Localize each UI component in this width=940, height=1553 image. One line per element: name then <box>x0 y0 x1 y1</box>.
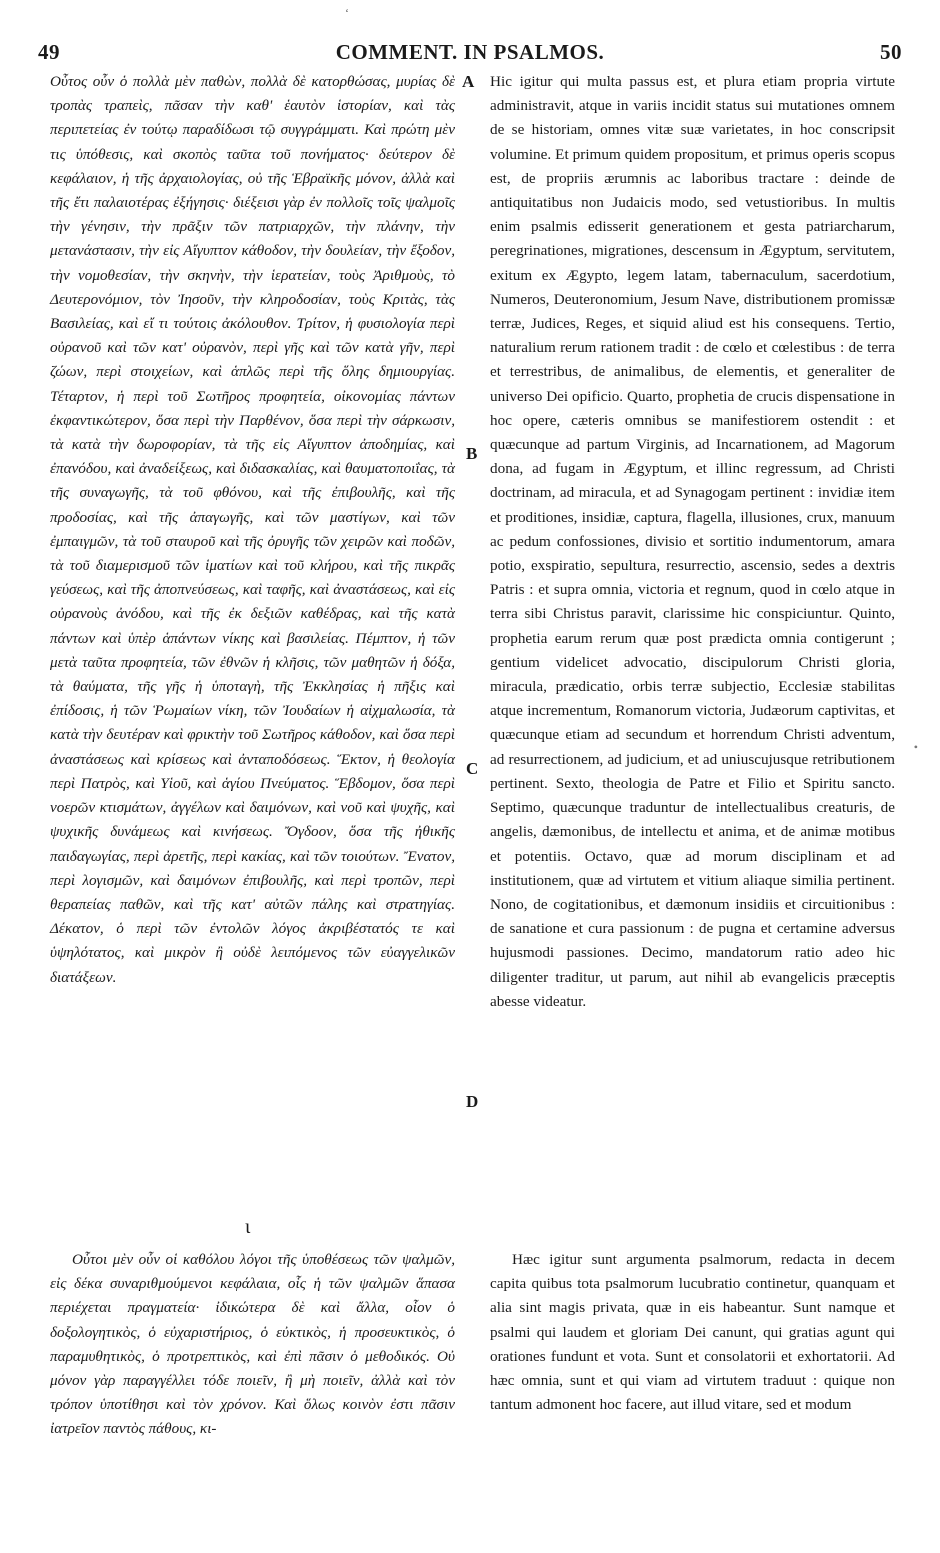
latin-column <box>490 70 895 1014</box>
greek-paragraph-2: Οὗτοι μὲν οὖν οἱ καθόλου λόγοι τῆς ὑποθέσεως τῶν ψαλμῶν, εἰς δέκα συναριθμούμενοι κεφάλαια, οἷς ἡ τῶν ψαλμῶν ἅπασα περιέχεται πραγματεία· ἰδικώτερα δὲ καὶ ἄλλα, οἷον ὁ δοξολογητικὸς, ὁ εὐχαριστήριος, ὁ εὐκτικὸς, ἡ προσευκτικὸς, ὁ παραμυθητικὸς, ὁ προτρεπτικὸς, καὶ ἐπὶ πᾶσιν ὁ μεθοδικός. Οὐ μόνον γὰρ παραγγέλλει τόδε ποιεῖν, ἢ μὴ ποιεῖν, ἀλλὰ καὶ τὸν τρόπον ὑποτίθησι καὶ τὸν χρόνον. Καὶ ὅλως κοινὸν ἐστι πᾶσιν ἰατρεῖον παντὸς πάθους, κι- <box>50 1251 455 1438</box>
section-marker-b: B <box>466 444 478 463</box>
section-marker-c: C <box>466 759 479 778</box>
section-marker-d: D <box>466 1092 479 1111</box>
greek-column <box>50 70 455 990</box>
page-number-right: 50 <box>880 40 902 64</box>
top-mark: ‘ <box>345 6 349 20</box>
section-marker-a: A <box>462 72 475 91</box>
running-header <box>38 40 902 72</box>
latin-paragraph-1: Hic igitur qui multa passus est, et plura etiam propria virtute administravit, atque in variis incidit status sui mutationes omnem de se historiam, omnes vitæ suæ varietates, in hoc conscripsit volumine. Et primum quidem propositum, et primus operis scopus est, de propriis ærumnis ac laboribus tractare : deinde de antiquitatibus non Judaicis modo, sed vetustioribus. In multis enim psalmis edisserit generationem et gesta patriarcharum, peregrinationes, migrationes, descensum in Ægyptum, servitutem, exitum ex Ægypto, legem latam, tabernaculum, sacerdotium, Numeros, Deuteronomium, Jesum Nave, distributionem promissæ terræ, Judices, Reges, et siquid aliud est his consequens. Tertio, naturalium rerum rationem tradit : de cœlo et cœlestibus : de terra et terrestribus, de animalibus, de elementis, et generaliter de universo Dei opificio. Quarto, prophetia de crucis dispensatione in hoc opere, cæteris omnibus se manifestiorem ostendit : et quæcunque ad partum Virginis, ad Incarnationem, ad Magorum dona, ad fugam in Ægyptum, et illinc regressum, ad Christi doctrinam, ad miracula, et ad Synagogam pertinent : invidiæ item et proditiones, insidiæ, captura, flagella, illusiones, crux, manuum ac pedum confossiones, divisio et sortitio indumentorum, amara potio, exspiratio, sepultura, resurrectio, ascensio, sedes a dextris Patris : et supra omnia, victoria et regnum, quod in cœlo atque in terra sibi Christus paravit, clarissime hic conspiciuntur. Quinto, prophetia earum rerum quæ post prædicta omnia contigerunt ; gentium videlicet advocatio, discipulorum Christi gloria, miracula, prædicatio, orbis terræ subjectio, Ecclesiæ stabilitas atque incrementum, Romanorum victoria, Judæorum captivitas, et quæcunque etiam ad secundum et horrendum Christi adventum, ad resurrectionem, ad judicium, et ad uniuscujusque retributionem pertinent. Sexto, theologia de Patre et Filio et Spiritu sancto. Septimo, quæcunque traduntur de intellectualibus creaturis, de angelis, dæmonibus, de intellectu et anima, et de animæ motibus et potentiis. Octavo, quæ ad morum disciplinam et ad institutionem, quæ ad virtutem et vitium aliaque similia pertinent. Nono, de cogitationibus, et dæmonum insidiis et circuitionibus : de sanatione et cura passionum : de pugna et certamine adversus hujusmodi passiones. Decimo, mandatorum ratio adeo hic diligenter traditur, ut parum, aut nihil ab evangelicis præceptis abesse videatur. <box>490 73 895 1010</box>
page-number-left: 49 <box>38 40 60 64</box>
margin-dot: • <box>913 740 918 754</box>
latin-paragraph-2: Hæc igitur sunt argumenta psalmorum, redacta in decem capita quibus tota psalmorum lucubratio continetur, quanquam et alia sint magis privata, quæ in eis habeantur. Sunt namque et psalmi qui laudem et gloriam Dei canunt, qui gratias agunt qui orationes fundunt et vota. Sunt et consolatorii et exhortatorii. Ad hæc omnia, sunt et qui viam ad virtutem traduut : quique non tantum admonent hoc facere, aut illud vitare, sed et modum <box>490 1251 895 1414</box>
section-separator: ι <box>245 1216 251 1238</box>
running-title: COMMENT. IN PSALMOS. <box>335 40 605 64</box>
greek-paragraph-1: Οὗτος οὖν ὁ πολλὰ μὲν παθὼν, πολλὰ δὲ κατορθώσας, μυρίας δὲ τροπὰς τραπεὶς, πᾶσαν τὴν καθ' ἑαυτὸν ἱστορίαν, καὶ τὰς περιπετείας ἐν τούτῳ παραδίδωσι τῷ συγγράμματι. Καὶ πρώτη μὲν τις ὑπόθεσις, καὶ σκοπὸς ταῦτα τοῦ πονήματος· δεύτερον δὲ κεφάλαιον, ἡ τῆς ἀρχαιολογίας, οὐ τῆς Ἑβραϊκῆς μόνον, ἀλλὰ καὶ τῆς ἔτι παλαιοτέρας ἐξήγησις· διέξεισι γὰρ ἐν πολλοῖς τοῖς ψαλμοῖς τὴν γένησιν, τὴν πρᾶξιν τῶν πατριαρχῶν, τὴν πλάνην, τὴν μετανάστασιν, τὴν εἰς Αἴγυπτον κάθοδον, τὴν δουλείαν, τὴν ἔξοδον, τὴν νομοθεσίαν, τὴν σκηνὴν, τὴν ἱερατείαν, τοὺς Ἀριθμοὺς, τὸ Δευτερονόμιον, τὸν Ἰησοῦν, τὴν κληροδοσίαν, τοὺς Κριτὰς, τὰς Βασιλείας, καὶ εἴ τι τούτοις ἀκόλουθον. Τρίτον, ἡ φυσιολογία περὶ οὐρανοῦ καὶ τῶν κατ' οὐρανὸν, περὶ γῆς καὶ τῶν κατὰ γῆν, περὶ ζώων, περὶ στοιχείων, καὶ ἁπλῶς περὶ τῆς ὅλης δημιουργίας. Τέταρτον, ἡ περὶ τοῦ Σωτῆρος προφητεία, οἰκονομίας πάντων ἐκφαντικώτερον, ὅσα περὶ τὴν Παρθένον, ὅσα περὶ τὴν σάρκωσιν, τὰ κατὰ τὴν δωροφορίαν, τὰ τῆς εἰς Αἴγυπτον ἀποδημίας, καὶ ἐπανόδου, καὶ ἀναδείξεως, καὶ διδασκαλίας, καὶ θαυματοποιΐας, τὰ τῆς συναγωγῆς, τὰ τοῦ φθόνου, καὶ τῆς ἐπιβουλῆς, καὶ τῆς προδοσίας, καὶ τῆς ἀπαγωγῆς, καὶ τῶν μαστίγων, καὶ τῶν ἐμπαιγμῶν, τὰ τοῦ σταυροῦ καὶ τῆς ὀρυγῆς τῶν χειρῶν καὶ ποδῶν, τὰ τοῦ διαμερισμοῦ τῶν ἱματίων καὶ τοῦ κλήρου, καὶ τῆς πικρᾶς γεύσεως, καὶ τῆς ἀποπνεύσεως, καὶ ταφῆς, καὶ ἀναστάσεως, καὶ εἰς οὐρανοὺς ἀνόδου, καὶ τῆς ἐκ δεξιῶν καθέδρας, καὶ τῆς κατὰ πάντων καὶ ὑπὲρ ἁπάντων νίκης καὶ βασιλείας. Πέμπτον, ἡ τῶν μετὰ ταῦτα προφητεία, τῶν ἐθνῶν ἡ κλῆσις, τῶν μαθητῶν ἡ δόξα, τὰ θαύματα, τῆς γῆς ἡ ὑποταγὴ, τῆς Ἐκκλησίας ἡ πῆξις καὶ ἐπίδοσις, ἡ τῶν Ῥωμαίων νίκη, τῶν Ἰουδαίων ἡ αἰχμαλωσία, τὰ κατὰ τὴν δευτέραν καὶ φρικτὴν τοῦ Σωτῆρος κάθοδον, καὶ ὅσα περὶ ἀναστάσεως καὶ κρίσεως καὶ ἀνταποδόσεως. Ἕκτον, ἡ θεολογία περὶ Πατρὸς, καὶ Υἱοῦ, καὶ ἁγίου Πνεύματος. Ἕβδομον, ὅσα περὶ νοερῶν κτισμάτων, ἀγγέλων καὶ δαιμόνων, καὶ νοῦ καὶ ψυχῆς, καὶ ψυχικῆς δυνάμεως καὶ κινήσεως. Ὄγδοον, ὅσα τῆς ἠθικῆς παιδαγωγίας, περὶ ἀρετῆς, περὶ κακίας, καὶ τῶν τοιούτων. Ἔνατον, περὶ λογισμῶν, καὶ δαιμόνων ἐπιβουλῆς, καὶ περὶ τροπῶν, περὶ θεραπείας παθῶν, καὶ τῆς κατ' αὐτῶν πάλης καὶ στρατηγίας. Δέκατον, ὁ περὶ τῶν ἐντολῶν λόγος ἀκριβέστατός τε καὶ ὑψηλότατος, καὶ μικρὸν ἢ οὐδὲ λειπόμενος τῶν εὐαγγελικῶν διατάξεων. <box>50 73 455 986</box>
